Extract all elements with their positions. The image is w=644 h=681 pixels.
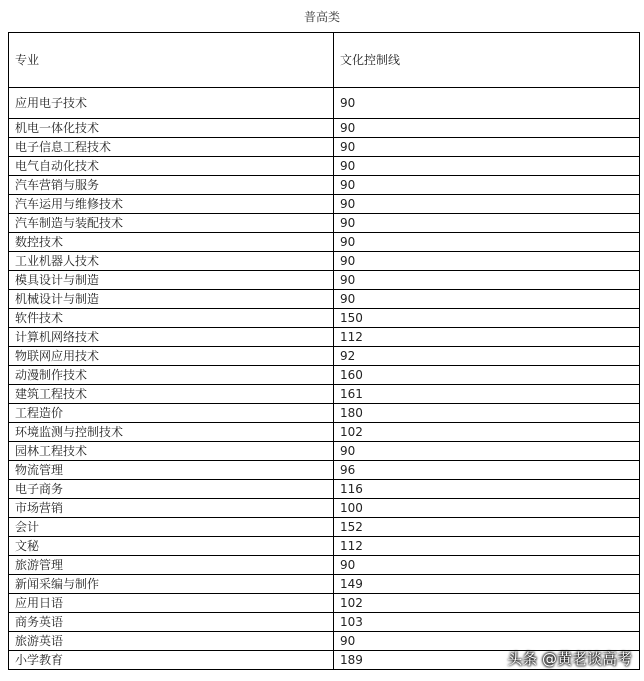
table-row <box>9 613 640 632</box>
major-cell: 应用日语 <box>9 594 334 613</box>
score-cell: 102 <box>334 423 640 442</box>
score-cell: 90 <box>334 233 640 252</box>
major-cell: 数控技术 <box>9 233 334 252</box>
major-cell: 动漫制作技术 <box>9 366 334 385</box>
table-row <box>9 157 640 176</box>
major-cell: 应用电子技术 <box>9 88 334 119</box>
score-cell: 180 <box>334 404 640 423</box>
score-cell: 90 <box>334 119 640 138</box>
major-cell: 模具设计与制造 <box>9 271 334 290</box>
major-cell: 汽车运用与维修技术 <box>9 195 334 214</box>
table-row <box>9 176 640 195</box>
major-cell: 建筑工程技术 <box>9 385 334 404</box>
table-row <box>9 309 640 328</box>
major-cell: 旅游管理 <box>9 556 334 575</box>
table-row <box>9 556 640 575</box>
score-cell: 161 <box>334 385 640 404</box>
score-cell: 103 <box>334 613 640 632</box>
table-caption: 普高类 <box>303 10 340 24</box>
major-cell: 商务英语 <box>9 613 334 632</box>
watermark: 头条 @黄老谈高考 <box>507 650 632 668</box>
score-cell: 149 <box>334 575 640 594</box>
major-cell: 机电一体化技术 <box>9 119 334 138</box>
score-cell: 90 <box>334 138 640 157</box>
score-cell: 160 <box>334 366 640 385</box>
score-cell: 102 <box>334 594 640 613</box>
major-cell: 软件技术 <box>9 309 334 328</box>
major-cell: 物流管理 <box>9 461 334 480</box>
major-cell: 电子信息工程技术 <box>9 138 334 157</box>
table-row <box>9 290 640 309</box>
table-row <box>9 195 640 214</box>
score-cell: 116 <box>334 480 640 499</box>
major-cell: 汽车制造与装配技术 <box>9 214 334 233</box>
score-cell: 90 <box>334 252 640 271</box>
table-row <box>9 214 640 233</box>
table-row <box>9 385 640 404</box>
table-row <box>9 366 640 385</box>
table-row <box>9 88 640 119</box>
major-cell: 计算机网络技术 <box>9 328 334 347</box>
table-row <box>9 480 640 499</box>
table-row <box>9 594 640 613</box>
table-row <box>9 233 640 252</box>
score-cell: 90 <box>334 88 640 119</box>
score-header: 文化控制线 <box>334 33 640 88</box>
major-cell: 工业机器人技术 <box>9 252 334 271</box>
table-row <box>9 442 640 461</box>
major-cell: 市场营销 <box>9 499 334 518</box>
score-cell: 90 <box>334 157 640 176</box>
score-table <box>8 32 640 670</box>
table-row <box>9 347 640 366</box>
major-cell: 园林工程技术 <box>9 442 334 461</box>
major-cell: 汽车营销与服务 <box>9 176 334 195</box>
major-cell: 工程造价 <box>9 404 334 423</box>
table-row <box>9 138 640 157</box>
score-cell: 90 <box>334 214 640 233</box>
table-row <box>9 537 640 556</box>
score-cell: 90 <box>334 271 640 290</box>
major-cell: 环境监测与控制技术 <box>9 423 334 442</box>
major-cell: 文秘 <box>9 537 334 556</box>
table-row <box>9 461 640 480</box>
score-cell: 90 <box>334 556 640 575</box>
table-row <box>9 518 640 537</box>
score-cell: 112 <box>334 328 640 347</box>
score-cell: 96 <box>334 461 640 480</box>
score-cell: 100 <box>334 499 640 518</box>
score-cell: 90 <box>334 632 640 651</box>
table-row <box>9 271 640 290</box>
major-cell: 新闻采编与制作 <box>9 575 334 594</box>
score-cell: 90 <box>334 442 640 461</box>
major-cell: 机械设计与制造 <box>9 290 334 309</box>
score-cell: 189 <box>334 651 640 670</box>
table-row <box>9 423 640 442</box>
major-cell: 物联网应用技术 <box>9 347 334 366</box>
header-row <box>9 33 640 88</box>
score-cell: 90 <box>334 176 640 195</box>
score-cell: 152 <box>334 518 640 537</box>
major-cell: 电子商务 <box>9 480 334 499</box>
table-row <box>9 252 640 271</box>
major-cell: 旅游英语 <box>9 632 334 651</box>
score-cell: 150 <box>334 309 640 328</box>
major-cell: 会计 <box>9 518 334 537</box>
table-row <box>9 404 640 423</box>
major-header: 专业 <box>9 33 334 88</box>
table-row <box>9 328 640 347</box>
major-cell: 小学教育 <box>9 651 334 670</box>
major-cell: 电气自动化技术 <box>9 157 334 176</box>
score-cell: 112 <box>334 537 640 556</box>
table-row <box>9 575 640 594</box>
score-cell: 92 <box>334 347 640 366</box>
score-cell: 90 <box>334 195 640 214</box>
score-cell: 90 <box>334 290 640 309</box>
table-row <box>9 499 640 518</box>
table-row <box>9 119 640 138</box>
